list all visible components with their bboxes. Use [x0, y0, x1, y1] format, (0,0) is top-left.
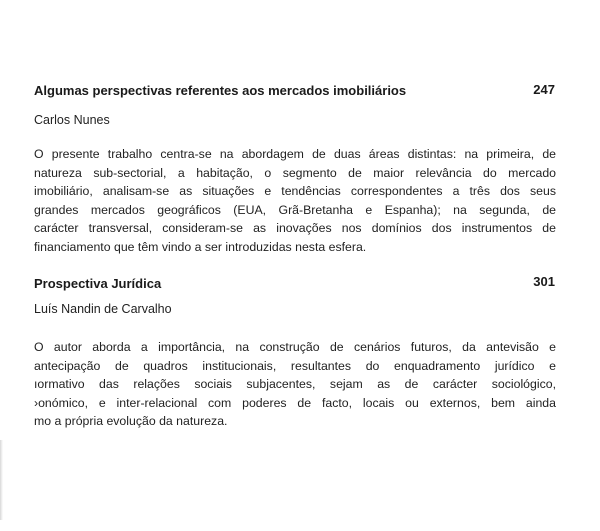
- abstract-line: carácter transversal, consideram-se as inovações nos domínios dos instrumentos de: [34, 221, 556, 235]
- entry-abstract: [34, 338, 556, 431]
- abstract-line: natureza sub-sectorial, a habitação, o segmento de maior relevância do mercado: [34, 165, 556, 180]
- entry-author: Carlos Nunes: [34, 113, 110, 127]
- entry-page-number: 301: [533, 274, 555, 289]
- abstract-line: antecipação de quadros institucionais, resultantes do enquadramento jurídico e: [34, 358, 556, 373]
- abstract-line: grandes mercados geográficos (EUA, Grã-Bretanha e Espanha); na segunda, de: [34, 202, 556, 217]
- abstract-line: mo a própria evolução da natureza.: [34, 414, 228, 428]
- abstract-line: financiamento que têm vindo a ser introduzidas nesta esfera.: [34, 239, 367, 254]
- abstract-line: O autor aborda a importância, na construção de cenários futuros, da antevisão e: [34, 340, 556, 354]
- abstract-line: ›onómico, e inter-relacional com poderes de facto, locais ou externos, bem ainda: [34, 395, 556, 410]
- entry-title: Algumas perspectivas referentes aos mercados imobiliários: [34, 83, 407, 98]
- abstract-line: O presente trabalho centra-se na abordagem de duas áreas distintas: na primeira, de: [34, 147, 556, 161]
- entry-page-number: 247: [533, 82, 555, 97]
- abstract-line: ıormativo das relações sociais subjacentes, sejam as de carácter sociológico,: [34, 377, 556, 391]
- entry-title: Prospectiva Jurídica: [34, 276, 162, 291]
- abstract-line: imobiliário, analisam-se as situações e tendências correspondentes a três dos seus: [34, 184, 556, 198]
- scan-edge-shadow: [0, 440, 3, 520]
- entry-author: Luís Nandin de Carvalho: [34, 302, 172, 316]
- entry-abstract: [34, 145, 556, 256]
